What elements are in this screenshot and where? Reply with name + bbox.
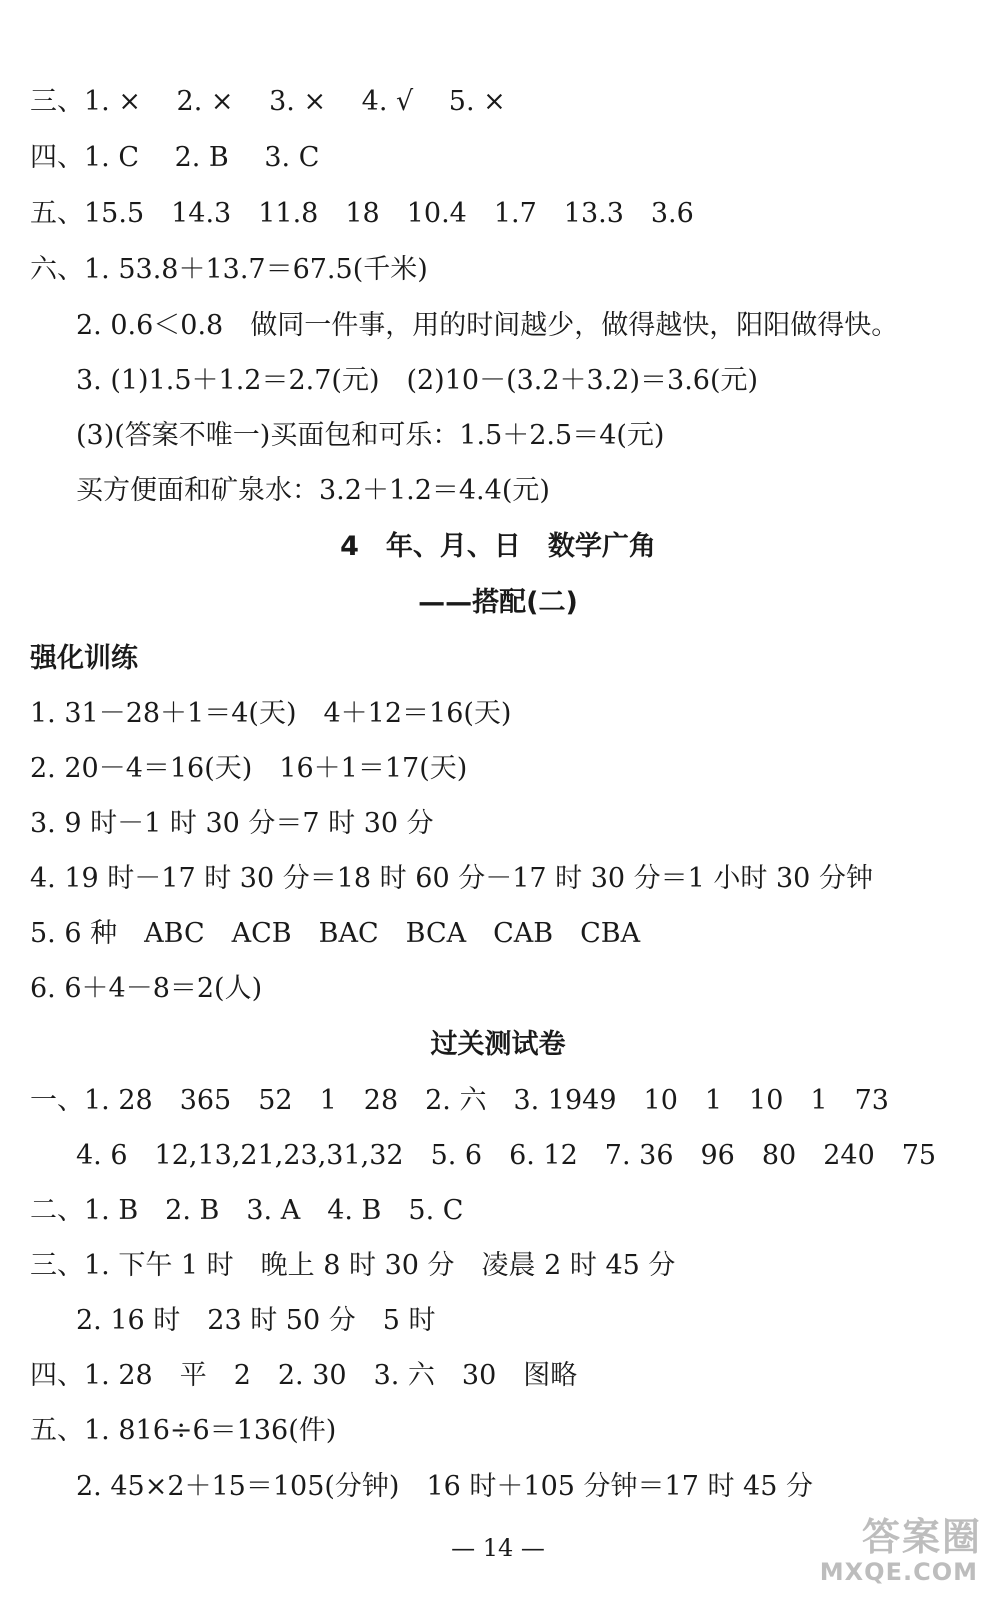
training-line-1: 1. 31－28＋1＝4(天) 4＋12＝16(天) — [30, 698, 512, 729]
training-line-5: 5. 6 种 ABC ACB BAC BCA CAB CBA — [30, 918, 641, 949]
answer-line-5-1: 五、15.5 14.3 11.8 18 10.4 1.7 13.3 3.6 — [30, 198, 694, 229]
section-heading-training: 强化训练 — [30, 643, 138, 674]
chapter-title: 4 年、月、日 数学广角 — [340, 531, 656, 562]
test-line-4: 四、1. 28 平 2 2. 30 3. 六 30 图略 — [30, 1360, 578, 1391]
test-line-5-2: 2. 45×2＋15＝105(分钟) 16 时＋105 分钟＝17 时 45 分 — [76, 1471, 813, 1502]
test-line-5-1: 五、1. 816÷6＝136(件) — [30, 1415, 337, 1446]
watermark-logo — [819, 1506, 982, 1586]
answer-line-6-1: 六、1. 53.8＋13.7＝67.5(千米) — [30, 254, 428, 285]
answer-line-3-1: 三、1. × 2. × 3. × 4. √ 5. × — [30, 86, 506, 117]
training-line-4: 4. 19 时－17 时 30 分＝18 时 60 分－17 时 30 分＝1 小时 30 分钟 — [30, 863, 873, 894]
training-line-6: 6. 6＋4－8＝2(人) — [30, 973, 263, 1004]
answer-line-6-3-extra: 买方便面和矿泉水：3.2＋1.2＝4.4(元) — [76, 475, 550, 506]
answer-line-6-3: 3. (1)1.5＋1.2＝2.7(元) (2)10－(3.2＋3.2)＝3.6(元) — [76, 365, 759, 396]
section-heading-test: 过关测试卷 — [430, 1029, 566, 1060]
test-line-1-4: 4. 6 12,13,21,23,31,32 5. 6 6. 12 7. 36 96 80 240 75 — [76, 1140, 937, 1171]
chapter-subtitle: ——搭配(二) — [418, 587, 578, 618]
training-line-3: 3. 9 时－1 时 30 分＝7 时 30 分 — [30, 808, 434, 839]
test-line-3-1: 三、1. 下午 1 时 晚上 8 时 30 分 凌晨 2 时 45 分 — [30, 1250, 676, 1281]
watermark-bottom-text: MXQE.COM — [819, 1558, 978, 1586]
test-line-2: 二、1. B 2. B 3. A 4. B 5. C — [30, 1195, 464, 1226]
answer-line-4-1: 四、1. C 2. B 3. C — [30, 142, 320, 173]
answer-line-6-3-3: (3)(答案不唯一)买面包和可乐：1.5＋2.5＝4(元) — [76, 420, 665, 451]
answer-line-6-2: 2. 0.6＜0.8 做同一件事，用的时间越少，做得越快，阳阳做得快。 — [76, 310, 899, 341]
test-line-1-1: 一、1. 28 365 52 1 28 2. 六 3. 1949 10 1 10 1 73 — [30, 1085, 889, 1116]
watermark-top-text: 答案圈 — [861, 1515, 982, 1559]
page-number: — 14 — — [451, 1534, 545, 1562]
training-line-2: 2. 20－4＝16(天) 16＋1＝17(天) — [30, 753, 468, 784]
test-line-3-2: 2. 16 时 23 时 50 分 5 时 — [76, 1305, 436, 1336]
